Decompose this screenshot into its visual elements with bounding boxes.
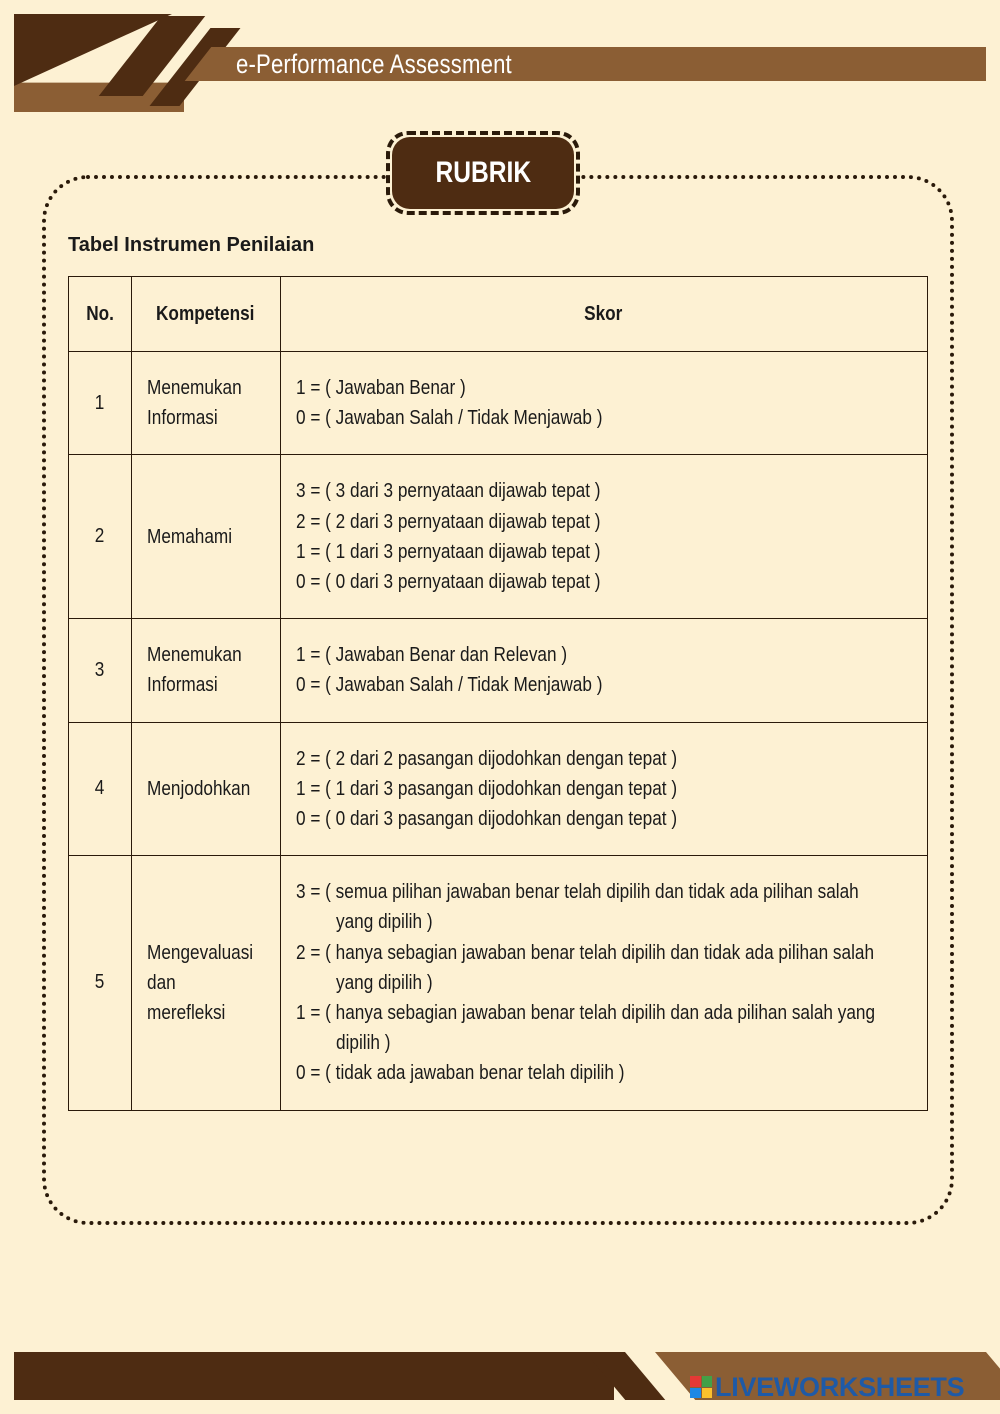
header-kompetensi — [132, 277, 281, 352]
header-no — [69, 277, 132, 352]
skor-criterion: 2 = ( hanya sebagian jawaban benar telah dipilih dan tidak ada pilihan salah — [296, 941, 875, 964]
row-number: 3 — [95, 658, 105, 681]
row-number: 1 — [95, 391, 105, 414]
kompetensi-text: Memahami — [147, 525, 233, 548]
cell-kompetensi — [132, 722, 281, 856]
logo-square — [690, 1388, 701, 1399]
skor-criterion: yang dipilih ) — [336, 971, 433, 994]
kompetensi-text: Menjodohkan — [147, 777, 251, 800]
logo-square — [690, 1376, 701, 1387]
skor-criterion: 1 = ( 1 dari 3 pernyataan dijawab tepat ) — [296, 540, 601, 563]
skor-criterion: 0 = ( Jawaban Salah / Tidak Menjawab ) — [296, 407, 603, 430]
table-body — [69, 352, 928, 1111]
skor-criterion: yang dipilih ) — [336, 911, 433, 934]
header-skor — [281, 277, 928, 352]
cell-skor — [281, 352, 928, 455]
badge-label: RUBRIK — [435, 156, 531, 189]
table-row — [69, 722, 928, 856]
logo-square — [702, 1376, 713, 1387]
cell-kompetensi — [132, 856, 281, 1110]
skor-criterion: 0 = ( 0 dari 3 pernyataan dijawab tepat ) — [296, 571, 601, 594]
cell-no — [69, 352, 132, 455]
skor-criterion: 1 = ( Jawaban Benar ) — [296, 377, 466, 399]
cell-no — [69, 619, 132, 722]
logo-square — [702, 1388, 713, 1399]
skor-criterion: 2 = ( 2 dari 2 pasangan dijodohkan dengan tepat ) — [296, 747, 678, 770]
skor-criterion: 2 = ( 2 dari 3 pernyataan dijawab tepat ) — [296, 510, 601, 533]
skor-criterion: 1 = ( hanya sebagian jawaban benar telah dipilih dan ada pilihan salah yang — [296, 1002, 876, 1025]
cell-kompetensi — [132, 619, 281, 722]
kompetensi-text: Mengevaluasi — [147, 941, 254, 964]
footer-bar — [14, 1352, 614, 1400]
skor-criterion: 0 = ( tidak ada jawaban benar telah dipilih ) — [296, 1062, 625, 1085]
header-skor-label: Skor — [584, 302, 623, 325]
skor-criterion: 3 = ( 3 dari 3 pernyataan dijawab tepat ) — [296, 480, 601, 503]
cell-skor — [281, 455, 928, 619]
row-number: 5 — [95, 971, 105, 994]
brand-text: LIVEWORKSHEETS — [715, 1371, 965, 1402]
row-number: 4 — [95, 777, 105, 800]
table-row — [69, 619, 928, 722]
table-row — [69, 455, 928, 619]
cell-no — [69, 455, 132, 619]
kompetensi-text: Menemukan — [147, 644, 242, 667]
cell-skor — [281, 856, 928, 1110]
kompetensi-text: dan — [147, 971, 176, 994]
skor-criterion: 0 = ( 0 dari 3 pasangan dijodohkan dengan tepat ) — [296, 808, 678, 831]
header-no-label: No. — [86, 302, 114, 325]
skor-criterion: dipilih ) — [336, 1032, 391, 1055]
skor-criterion: 1 = ( Jawaban Benar dan Relevan ) — [296, 644, 568, 667]
skor-criterion: 1 = ( 1 dari 3 pasangan dijodohkan dengan tepat ) — [296, 777, 678, 800]
cell-skor — [281, 619, 928, 722]
skor-criterion: 3 = ( semua pilihan jawaban benar telah dipilih dan tidak ada pilihan salah — [296, 881, 859, 904]
liveworksheets-logo-icon — [690, 1376, 712, 1398]
kompetensi-text: Informasi — [147, 407, 218, 430]
assessment-table — [68, 276, 928, 1111]
row-number: 2 — [95, 525, 105, 548]
table-header-row — [69, 277, 928, 352]
table-row — [69, 856, 928, 1110]
kompetensi-text: Menemukan — [147, 377, 242, 400]
cell-kompetensi — [132, 455, 281, 619]
kompetensi-text: merefleksi — [147, 1001, 226, 1024]
table-title: Tabel Instrumen Penilaian — [68, 234, 315, 256]
rubrik-badge — [392, 137, 574, 209]
cell-kompetensi — [132, 352, 281, 455]
header-title: e-Performance Assessment — [236, 49, 512, 79]
table-row — [69, 352, 928, 455]
cell-skor — [281, 722, 928, 856]
cell-no — [69, 856, 132, 1110]
skor-criterion: 0 = ( Jawaban Salah / Tidak Menjawab ) — [296, 674, 603, 697]
cell-no — [69, 722, 132, 856]
header-kompetensi-label: Kompetensi — [156, 302, 255, 325]
kompetensi-text: Informasi — [147, 674, 218, 697]
liveworksheets-brand[interactable] — [690, 1372, 964, 1402]
